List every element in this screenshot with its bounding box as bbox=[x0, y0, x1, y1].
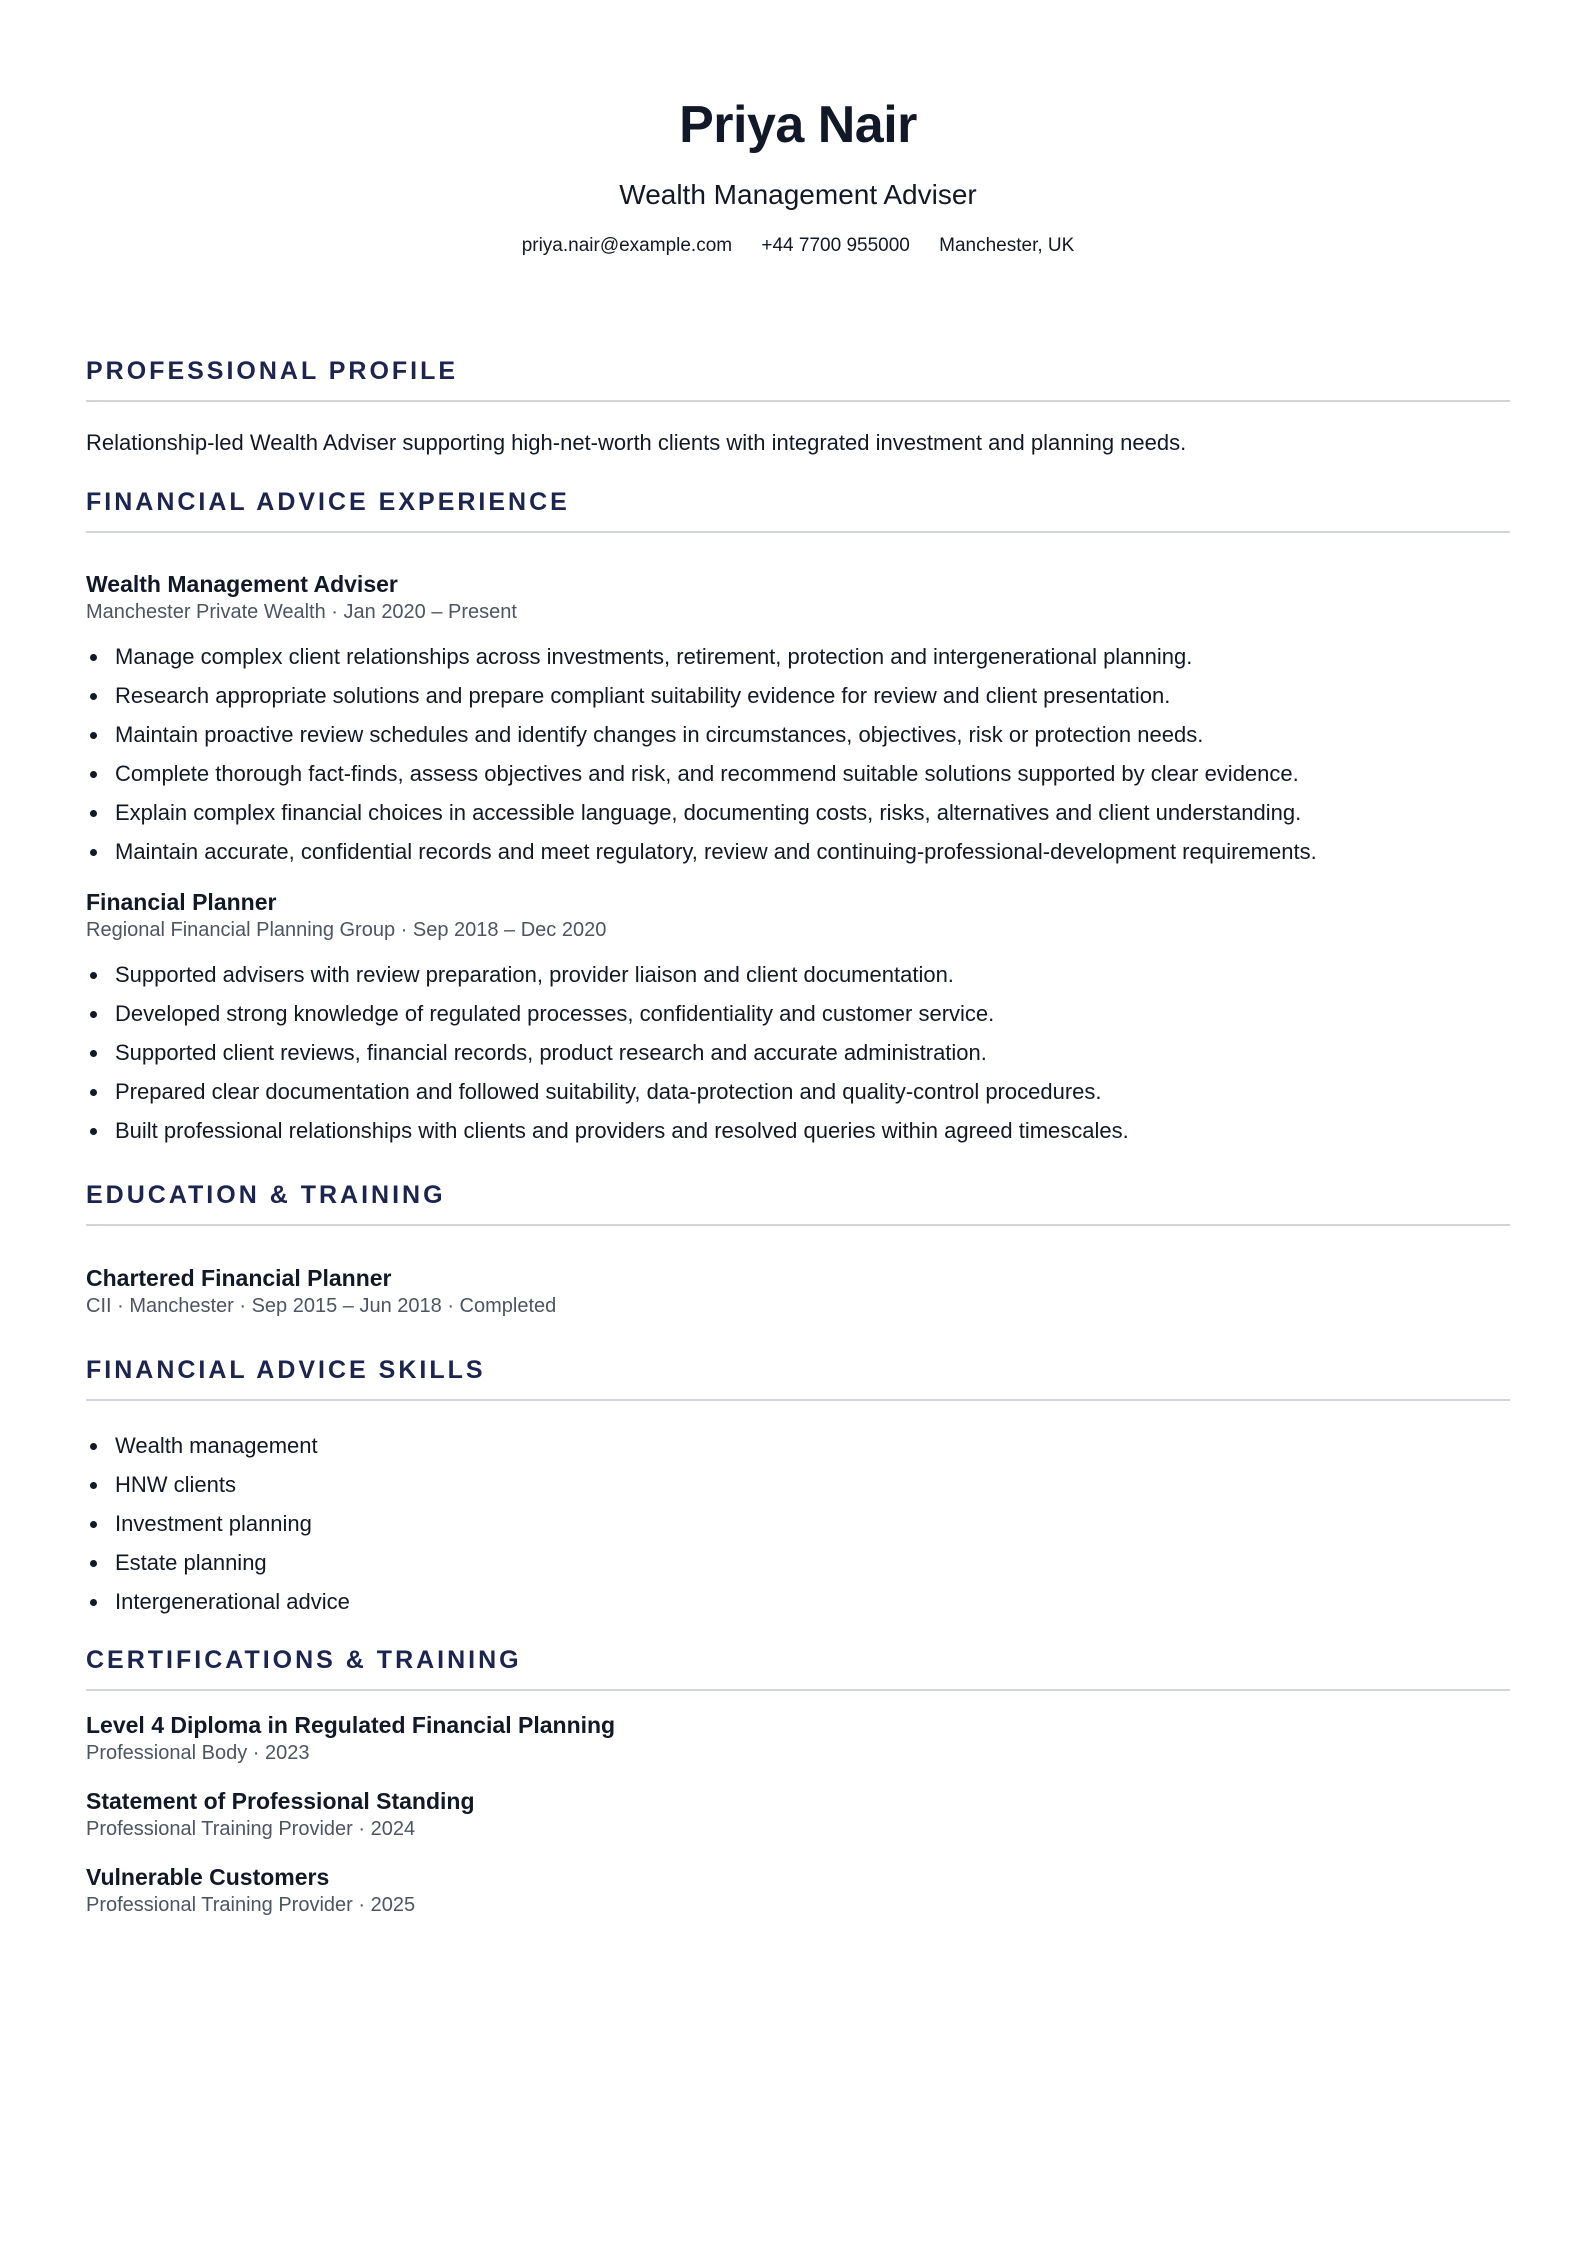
experience-section bbox=[86, 487, 1510, 1150]
job-bullet: Built professional relationships with clients and providers and resolved queries within agreed timescales. bbox=[86, 1111, 1510, 1150]
resume-header bbox=[86, 0, 1510, 258]
candidate-headline: Wealth Management Adviser bbox=[619, 179, 977, 210]
section-divider bbox=[86, 1224, 1510, 1226]
section-title-skills: FINANCIAL ADVICE SKILLS bbox=[86, 1356, 486, 1384]
certification-title: Level 4 Diploma in Regulated Financial Planning bbox=[86, 1712, 616, 1738]
section-title-experience: FINANCIAL ADVICE EXPERIENCE bbox=[86, 488, 570, 516]
section-divider bbox=[86, 531, 1510, 533]
skill-item: Estate planning bbox=[86, 1543, 1510, 1582]
contact-email: priya.nair@example.com bbox=[521, 235, 733, 256]
job-meta: Manchester Private Wealth · Jan 2020 – Present bbox=[86, 601, 517, 623]
resume-page bbox=[86, 0, 1510, 1918]
job-bullets bbox=[86, 637, 1510, 871]
job-title: Wealth Management Adviser bbox=[86, 571, 398, 597]
section-divider bbox=[86, 1689, 1510, 1691]
job-bullet: Developed strong knowledge of regulated processes, confidentiality and customer service. bbox=[86, 994, 1510, 1033]
candidate-name: Priya Nair bbox=[679, 96, 917, 154]
contact-location: Manchester, UK bbox=[939, 235, 1075, 256]
job-bullet: Maintain proactive review schedules and identify changes in circumstances, objectives, risk or protection needs. bbox=[86, 715, 1510, 754]
certification-entry bbox=[86, 1711, 1510, 1766]
certification-meta: Professional Body · 2023 bbox=[86, 1742, 310, 1764]
job-bullet: Explain complex financial choices in accessible language, documenting costs, risks, alternatives and client understanding. bbox=[86, 793, 1510, 832]
section-title-certifications: CERTIFICATIONS & TRAINING bbox=[86, 1646, 522, 1674]
section-divider bbox=[86, 1399, 1510, 1401]
certification-entry bbox=[86, 1787, 1510, 1842]
job-bullet: Supported advisers with review preparation, provider liaison and client documentation. bbox=[86, 955, 1510, 994]
job-bullet: Prepared clear documentation and followed suitability, data-protection and quality-control procedures. bbox=[86, 1072, 1510, 1111]
job-bullet: Manage complex client relationships across investments, retirement, protection and intergenerational planning. bbox=[86, 637, 1510, 676]
education-section bbox=[86, 1180, 1510, 1319]
job-meta: Regional Financial Planning Group · Sep 2018 – Dec 2020 bbox=[86, 919, 607, 941]
certification-meta: Professional Training Provider · 2024 bbox=[86, 1818, 416, 1840]
section-title-profile: PROFESSIONAL PROFILE bbox=[86, 357, 459, 385]
profile-section bbox=[86, 356, 1510, 457]
section-title-education: EDUCATION & TRAINING bbox=[86, 1181, 446, 1209]
job-bullets bbox=[86, 955, 1510, 1150]
skill-item: Intergenerational advice bbox=[86, 1582, 1510, 1621]
job-bullet: Complete thorough fact-finds, assess objectives and risk, and recommend suitable solutions supported by clear evidence. bbox=[86, 754, 1510, 793]
skills-section bbox=[86, 1355, 1510, 1621]
certification-title: Vulnerable Customers bbox=[86, 1864, 330, 1890]
skill-item: Investment planning bbox=[86, 1504, 1510, 1543]
section-divider bbox=[86, 400, 1510, 402]
job-title: Financial Planner bbox=[86, 889, 277, 915]
job-bullet: Maintain accurate, confidential records and meet regulatory, review and continuing-professional-development requirements. bbox=[86, 832, 1510, 871]
skill-item: Wealth management bbox=[86, 1426, 1510, 1465]
contact-phone: +44 7700 955000 bbox=[761, 235, 910, 256]
certifications-section bbox=[86, 1645, 1510, 1918]
education-meta: CII · Manchester · Sep 2015 – Jun 2018 · Completed bbox=[86, 1295, 557, 1317]
job-bullet: Supported client reviews, financial records, product research and accurate administration. bbox=[86, 1033, 1510, 1072]
job-entry bbox=[86, 888, 1510, 1150]
education-entry bbox=[86, 1264, 1510, 1319]
contact-line bbox=[86, 234, 1510, 258]
skill-item: HNW clients bbox=[86, 1465, 1510, 1504]
certification-entry bbox=[86, 1863, 1510, 1918]
education-title: Chartered Financial Planner bbox=[86, 1265, 392, 1291]
skills-list bbox=[86, 1426, 1510, 1621]
job-bullet: Research appropriate solutions and prepare compliant suitability evidence for review and client presentation. bbox=[86, 676, 1510, 715]
certification-title: Statement of Professional Standing bbox=[86, 1788, 475, 1814]
profile-summary: Relationship-led Wealth Adviser supporting high-net-worth clients with integrated investment and planning needs. bbox=[86, 430, 1187, 455]
certification-meta: Professional Training Provider · 2025 bbox=[86, 1894, 416, 1916]
job-entry bbox=[86, 570, 1510, 871]
